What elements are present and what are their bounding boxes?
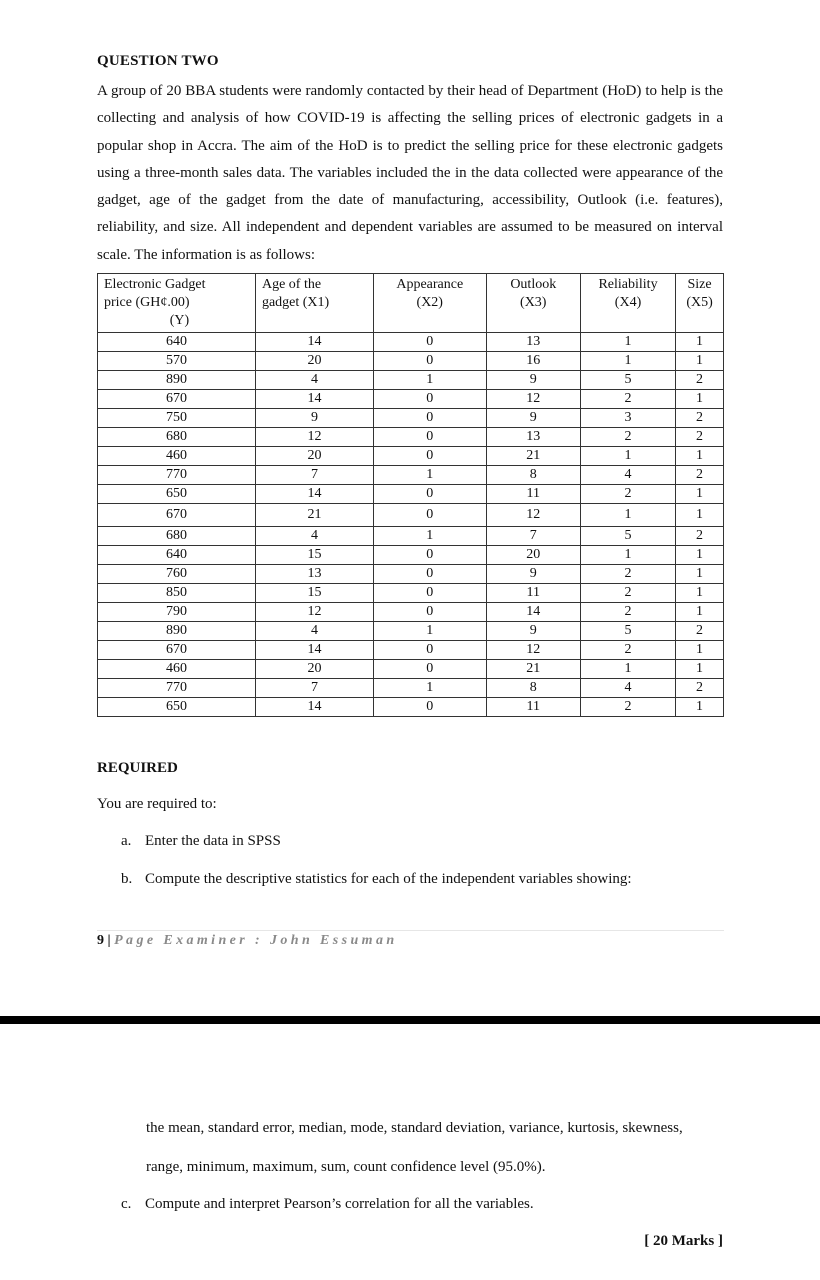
table-row [98,409,724,428]
table-cell: 5 [580,527,675,546]
table-cell: 4 [255,371,373,390]
table-row [98,603,724,622]
footer-text: Page Examiner : John Essuman [114,933,398,948]
table-cell: 1 [580,546,675,565]
table-cell: 0 [373,546,486,565]
footer-divider [97,930,724,931]
table-cell: 2 [580,641,675,660]
table-cell: 0 [373,565,486,584]
page-footer [97,933,398,949]
table-cell: 1 [580,660,675,679]
table-cell: 12 [486,390,580,409]
table-row [98,565,724,584]
header-outlook: Outlook (X3) [486,274,580,333]
table-cell: 7 [255,679,373,698]
table-cell: 9 [486,409,580,428]
table-cell: 1 [373,622,486,641]
list-item-a: a. Enter the data in SPSS [121,833,281,849]
table-cell: 2 [676,679,724,698]
table-row [98,546,724,565]
table-cell: 21 [486,447,580,466]
table-cell: 20 [486,546,580,565]
table-cell: 4 [255,622,373,641]
header-reliability: Reliability (X4) [580,274,675,333]
table-cell: 460 [98,447,256,466]
table-cell: 0 [373,428,486,447]
table-cell: 13 [255,565,373,584]
table-cell: 12 [255,428,373,447]
table-cell: 1 [676,485,724,504]
data-table [97,273,724,717]
table-row [98,622,724,641]
table-row [98,698,724,717]
page-separator [0,1016,820,1024]
table-cell: 2 [676,409,724,428]
table-cell: 0 [373,485,486,504]
table-cell: 0 [373,390,486,409]
table-cell: 850 [98,584,256,603]
table-cell: 1 [676,504,724,527]
header-appearance: Appearance (X2) [373,274,486,333]
table-cell: 14 [255,485,373,504]
table-cell: 4 [255,527,373,546]
table-cell: 14 [255,390,373,409]
table-cell: 2 [580,565,675,584]
table-row [98,428,724,447]
table-cell: 750 [98,409,256,428]
table-cell: 0 [373,641,486,660]
table-cell: 13 [486,428,580,447]
header-age: Age of the gadget (X1) [255,274,373,333]
table-cell: 0 [373,504,486,527]
page-number: 9 | [97,933,111,948]
table-cell: 15 [255,584,373,603]
table-cell: 12 [486,504,580,527]
table-row [98,447,724,466]
table-body [98,333,724,717]
table-cell: 2 [676,371,724,390]
table-cell: 20 [255,660,373,679]
table-cell: 2 [676,466,724,485]
table-row [98,584,724,603]
table-cell: 12 [486,641,580,660]
table-cell: 1 [676,565,724,584]
table-cell: 0 [373,333,486,352]
table-cell: 760 [98,565,256,584]
table-row [98,390,724,409]
list-item-c: c. Compute and interpret Pearson’s correlation for all the variables. [121,1196,534,1212]
table-cell: 680 [98,428,256,447]
table-cell: 0 [373,660,486,679]
marks-label: [ 20 Marks ] [644,1233,723,1249]
table-cell: 1 [373,679,486,698]
table-cell: 9 [486,565,580,584]
table-cell: 670 [98,641,256,660]
table-cell: 890 [98,622,256,641]
list-item-b: b. Compute the descriptive statistics for each of the independent variables showing: [121,871,632,887]
table-cell: 0 [373,603,486,622]
required-intro: You are required to: [97,796,217,812]
table-cell: 16 [486,352,580,371]
table-cell: 640 [98,546,256,565]
table-cell: 2 [580,390,675,409]
table-cell: 20 [255,352,373,371]
table-cell: 2 [580,428,675,447]
table-cell: 1 [676,660,724,679]
table-cell: 1 [676,698,724,717]
table-cell: 9 [486,371,580,390]
table-cell: 14 [255,698,373,717]
table-cell: 1 [676,333,724,352]
table-cell: 0 [373,352,486,371]
table-cell: 3 [580,409,675,428]
table-cell: 2 [580,485,675,504]
table-cell: 11 [486,584,580,603]
table-cell: 8 [486,679,580,698]
table-cell: 1 [580,333,675,352]
table-cell: 1 [676,584,724,603]
header-price: Electronic Gadget price (GH¢.00) (Y) [98,274,256,333]
table-cell: 2 [580,698,675,717]
continuation-line-2: range, minimum, maximum, sum, count confidence level (95.0%). [146,1159,546,1175]
table-cell: 7 [486,527,580,546]
table-cell: 1 [373,466,486,485]
table-cell: 4 [580,679,675,698]
table-cell: 2 [676,622,724,641]
table-cell: 0 [373,698,486,717]
table-cell: 14 [255,641,373,660]
table-cell: 14 [255,333,373,352]
question-paragraph: A group of 20 BBA students were randomly contacted by their head of Department (HoD) to help is the collecting and analysis of how COVID-19 is affecting the selling prices of electronic gadgets in a popular shop in Accra. The aim of the HoD is to predict the selling price for these electronic gadgets using a three-month sales data. The variables included the in the data collected were appearance of the gadget, age of the gadget from the date of manufacturing, accessibility, Outlook (i.e. features), reliability, and size. All independent and dependent variables are assumed to be measured on interval scale. The information is as follows: [97,83,723,263]
table-cell: 1 [580,352,675,371]
table-cell: 13 [486,333,580,352]
table-cell: 2 [676,527,724,546]
table-row [98,485,724,504]
table-row [98,333,724,352]
table-cell: 770 [98,466,256,485]
table-cell: 0 [373,409,486,428]
table-cell: 680 [98,527,256,546]
header-size: Size (X5) [676,274,724,333]
table-cell: 12 [255,603,373,622]
continuation-line-1: the mean, standard error, median, mode, standard deviation, variance, kurtosis, skewness, [146,1120,683,1136]
table-cell: 5 [580,622,675,641]
table-cell: 0 [373,584,486,603]
table-cell: 20 [255,447,373,466]
table-cell: 640 [98,333,256,352]
table-cell: 9 [255,409,373,428]
table-cell: 1 [373,371,486,390]
table-cell: 7 [255,466,373,485]
table-cell: 790 [98,603,256,622]
table-cell: 1 [676,546,724,565]
table-cell: 11 [486,698,580,717]
table-cell: 670 [98,504,256,527]
table-cell: 1 [676,390,724,409]
table-row [98,466,724,485]
table-cell: 650 [98,698,256,717]
question-heading: QUESTION TWO [97,53,219,69]
table-cell: 650 [98,485,256,504]
table-cell: 2 [580,603,675,622]
table-cell: 670 [98,390,256,409]
required-title: REQUIRED [97,760,178,776]
table-cell: 1 [676,603,724,622]
table-cell: 1 [580,504,675,527]
table-cell: 2 [580,584,675,603]
table-cell: 11 [486,485,580,504]
table-cell: 9 [486,622,580,641]
table-cell: 1 [676,447,724,466]
table-row [98,660,724,679]
table-cell: 15 [255,546,373,565]
table-cell: 1 [676,352,724,371]
table-cell: 1 [580,447,675,466]
table-cell: 14 [486,603,580,622]
table-cell: 770 [98,679,256,698]
table-cell: 21 [255,504,373,527]
table-row [98,504,724,527]
table-row [98,371,724,390]
table-cell: 21 [486,660,580,679]
table-cell: 1 [373,527,486,546]
table-row [98,527,724,546]
table-row [98,352,724,371]
table-cell: 570 [98,352,256,371]
table-row [98,641,724,660]
table-cell: 8 [486,466,580,485]
table-row [98,679,724,698]
table-header-row [98,274,724,333]
table-cell: 460 [98,660,256,679]
table-cell: 890 [98,371,256,390]
table-cell: 1 [676,641,724,660]
table-cell: 0 [373,447,486,466]
table-cell: 2 [676,428,724,447]
table-cell: 4 [580,466,675,485]
table-cell: 5 [580,371,675,390]
